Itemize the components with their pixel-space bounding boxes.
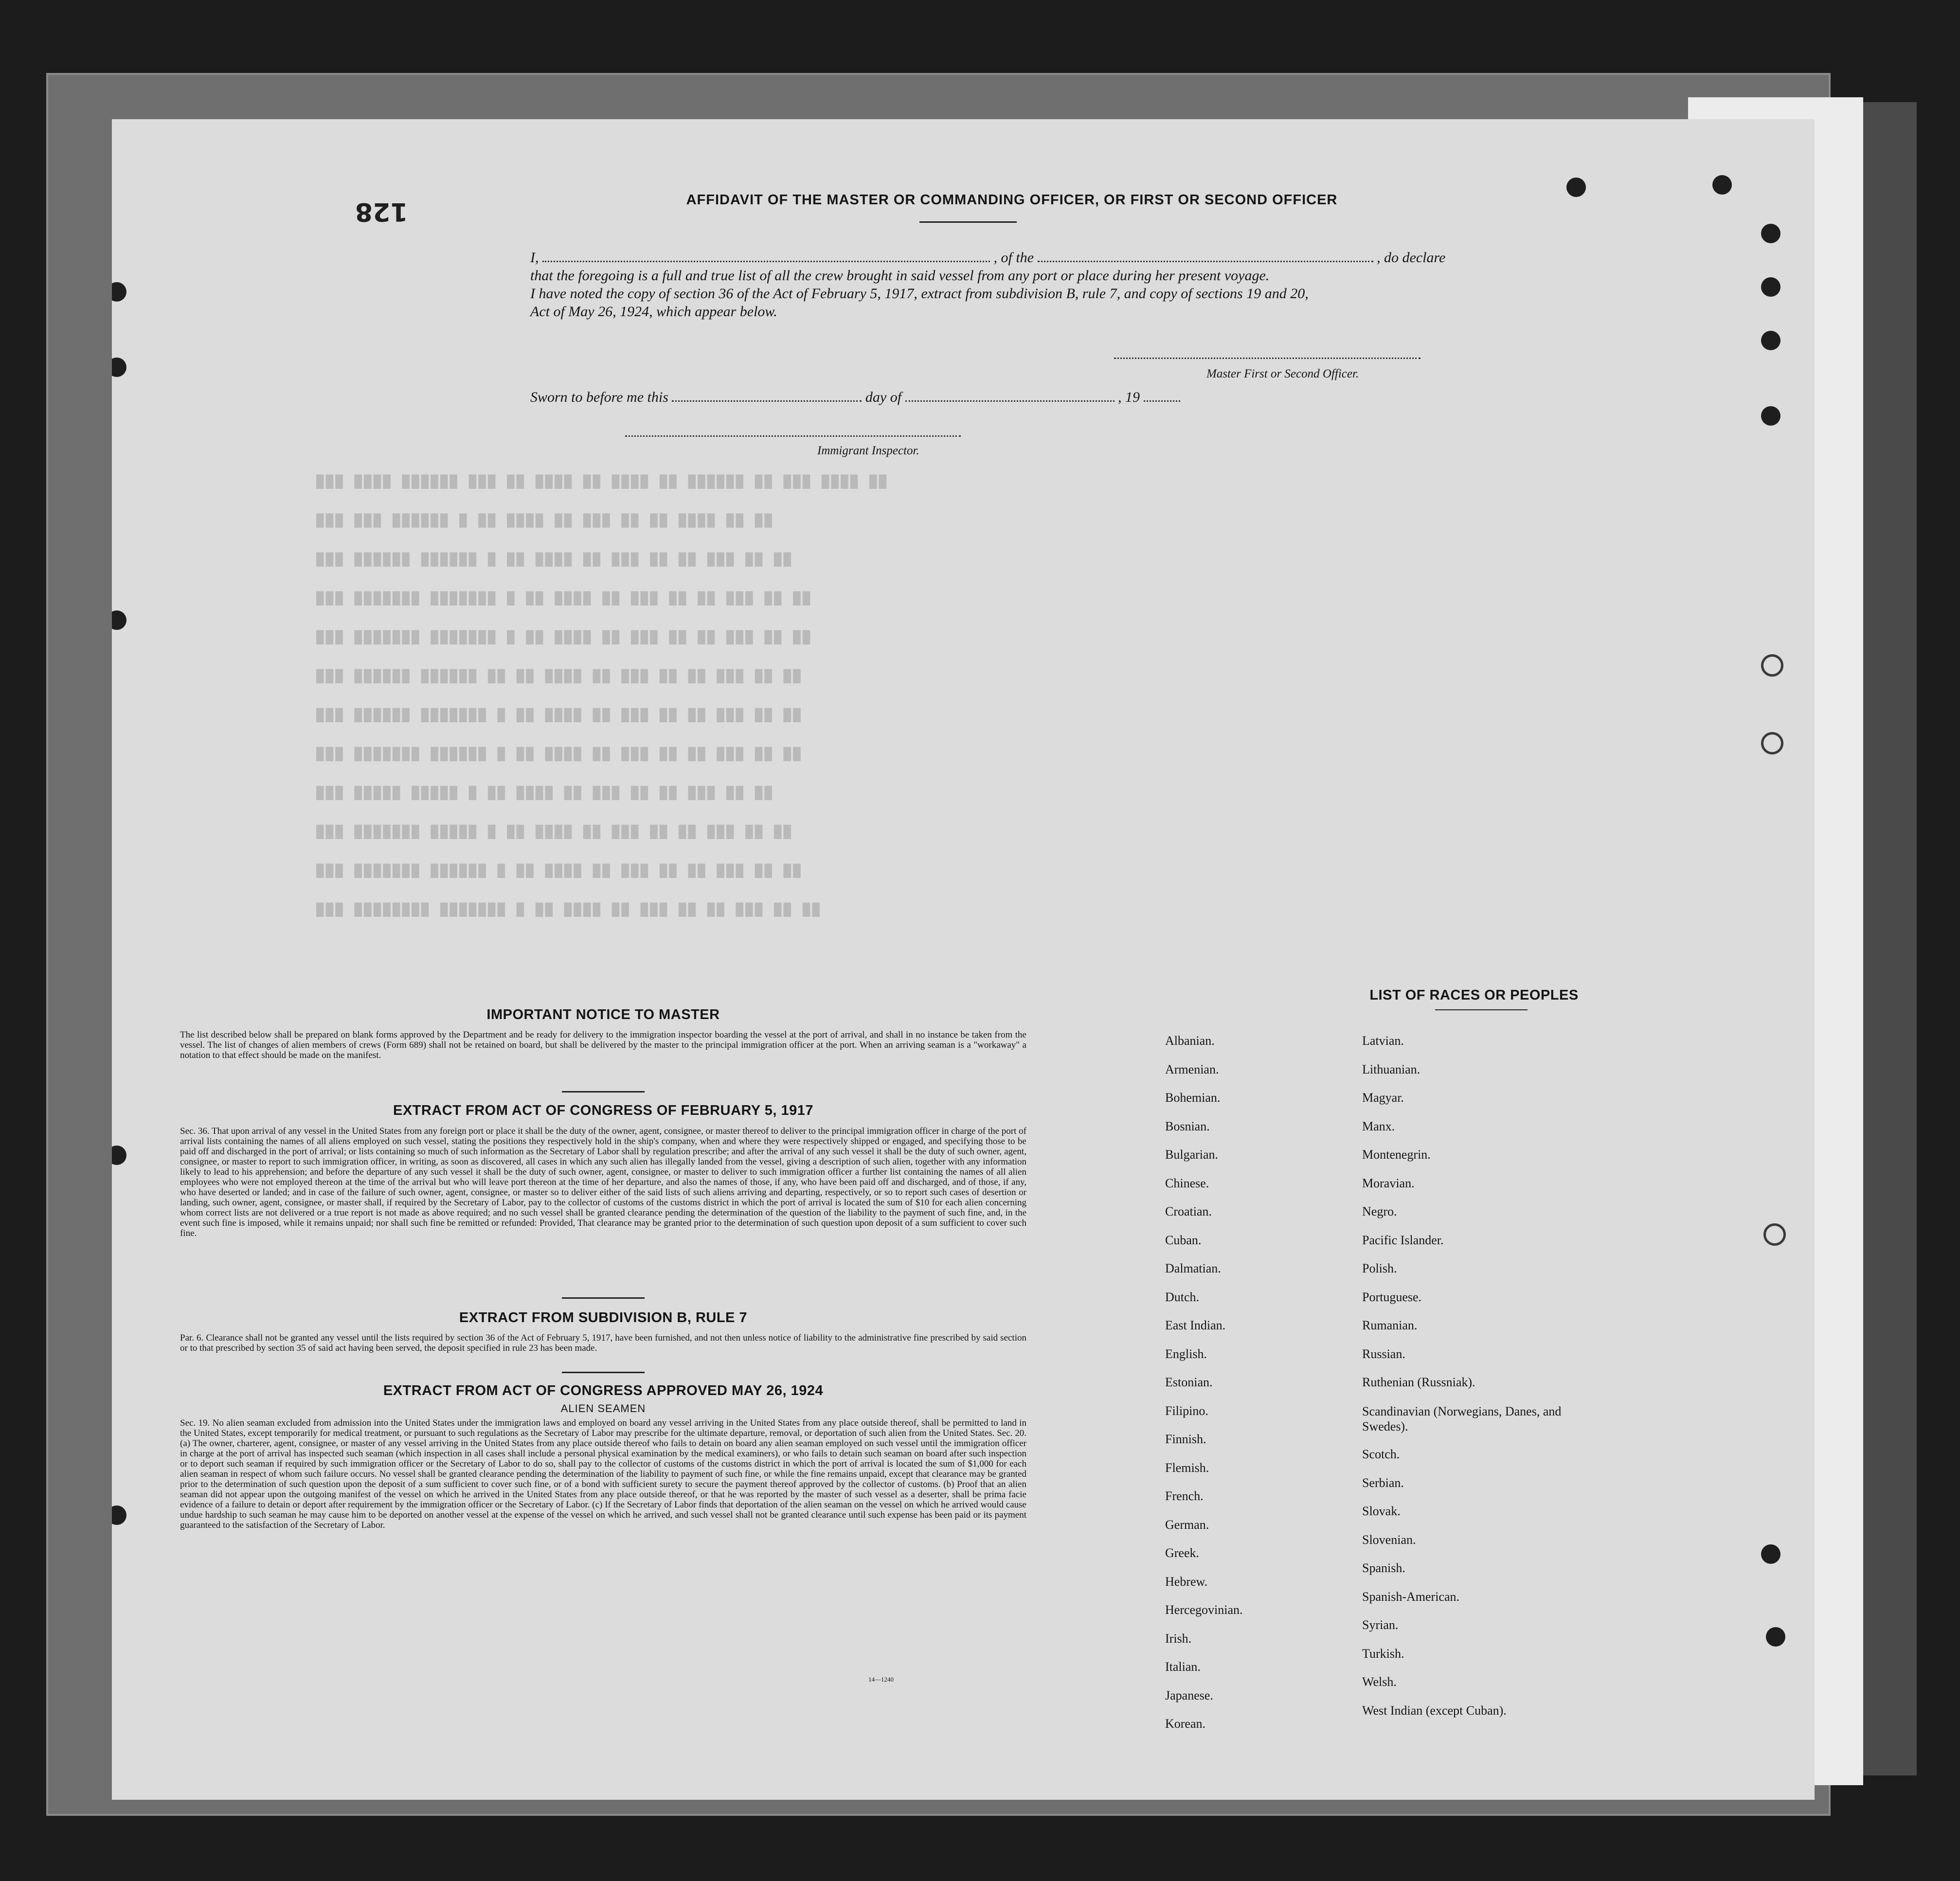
race-item: Bulgarian. — [1165, 1147, 1219, 1162]
rule-7-text: Par. 6. Clearance shall not be granted any vessel until the lists required by section 36 of the Act of February 5, 1917, have been furnished, and not then unless notice of liability to the administrative fine prescribed by said section or to that prescribed by section 35 of said act having been served, the deposit specified in rule 23 has been made. — [180, 1333, 1026, 1353]
race-item: Armenian. — [1165, 1062, 1219, 1076]
race-item: Scotch. — [1362, 1447, 1400, 1461]
race-item: Dutch. — [1165, 1290, 1200, 1304]
page-number: 128 — [355, 197, 408, 226]
divider-rule — [562, 1297, 645, 1299]
punch-hole — [112, 610, 126, 630]
affidavit-line-2: that the foregoing is a full and true list of all the crew brought in said vessel from any port or place during her present voyage. — [530, 268, 1270, 284]
sworn-month-blank — [905, 391, 1115, 402]
race-item: French. — [1165, 1489, 1204, 1503]
race-item: Negro. — [1362, 1204, 1397, 1218]
race-item: Portuguese. — [1362, 1290, 1422, 1304]
race-item: Italian. — [1165, 1660, 1201, 1674]
rule-7-title: EXTRACT FROM SUBDIVISION B, RULE 7 — [459, 1310, 748, 1326]
punch-hole — [112, 1146, 126, 1165]
sworn-label: Sworn to before me this — [530, 389, 668, 405]
day-of-label: day of — [865, 389, 902, 405]
punch-hole — [1761, 406, 1780, 426]
punch-hole — [1766, 1627, 1785, 1647]
notice-text: The list described below shall be prepared on blank forms approved by the Department and be ready for delivery to the immigration inspector boarding the vessel at the port of arrival, and shall in no instance be taken from the vessel. The list of changes of alien members of crews (Form 689) shall not be retained on board, but shall be delivered by the master to the principal immigration officer at the port. When an arriving seaman is a "workaway" a notation to that effect should be made on the manifest. — [180, 1030, 1026, 1060]
divider-rule — [562, 1372, 645, 1373]
affidavit-line-3: I have noted the copy of section 36 of the Act of February 5, 1917, extract from subdivision B, rule 7, and copy of sections 19 and 20, — [530, 286, 1309, 302]
race-item: German. — [1165, 1517, 1209, 1532]
vessel-label: , of the — [993, 250, 1034, 266]
race-item: Filipino. — [1165, 1403, 1208, 1418]
race-item: Lithuanian. — [1362, 1062, 1421, 1076]
declare-label: , do declare — [1377, 250, 1446, 266]
race-item: Slovak. — [1362, 1504, 1401, 1518]
divider-rule — [562, 1091, 645, 1093]
race-item: Ruthenian (Russniak). — [1362, 1375, 1475, 1389]
punch-hole — [1712, 175, 1732, 195]
race-item: Rumanian. — [1362, 1318, 1418, 1332]
race-item: Japanese. — [1165, 1688, 1213, 1702]
punch-hole — [112, 358, 126, 377]
year-label: , 19 — [1118, 389, 1140, 405]
sworn-day-blank — [672, 391, 862, 402]
race-item: Polish. — [1362, 1261, 1397, 1275]
vessel-name-blank — [1038, 251, 1373, 262]
race-item: Manx. — [1362, 1119, 1395, 1133]
race-item: West Indian (except Cuban). — [1362, 1703, 1507, 1718]
affidavit-line-4: Act of May 26, 1924, which appear below. — [530, 304, 777, 320]
race-item: English. — [1165, 1346, 1207, 1361]
act-1924-text: Sec. 19. No alien seaman excluded from admission into the United States under the immigration laws and employed on board any vessel arriving in the United States from any place outside thereof, shall be permitted to land in the United States, except temporarily for medical treatment, or pursuant to such regulations as the Secretary of Labor may prescribe for the ultimate departure, removal, or deportation of such alien from the United States. Sec. 20. (a) The owner, charterer, agent, consignee, or master of any vessel arriving in the United States from any place outside thereof who fails to detain on board any alien seaman employed on such vessel until the immigration officer in charge at the port of arrival has inspected such seaman (which inspection in all cases shall include a personal physical examination by the medical examiners), or who fails to detain such seaman on board after such inspection or to deport such seaman if required by such immigration officer or the Secretary of Labor to do so, shall pay to the collector of customs of the customs district in which the port of arrival is located the sum of $1,000 for each alien seaman in respect of whom such failure occurs. No vessel shall be granted clearance pending the determination of the liability to payment of such fine, or while the fine remains unpaid, except that clearance may be granted prior to the determination of such question upon the deposit of a sum sufficient to cover such fine, or of a bond with sufficient surety to secure the payment thereof approved by the collector of customs. (b) Proof that an alien seaman did not appear upon the outgoing manifest of the vessel on which he arrived in the United States from any place outside thereof, or that he was reported by the master of such vessel as a deserter, shall be prima facie evidence of a failure to detain or deport after requirement by the immigration officer or the Secretary of Labor. (c) If the Secretary of Labor finds that deportation of the alien seaman on the vessel on which he arrived would cause undue hardship to such seaman he may cause him to be deported on another vessel at the expense of the vessel on which he arrived, and such vessel shall not be granted clearance until such expense has been paid or its payment guaranteed to the satisfaction of the Secretary of Labor. — [180, 1418, 1026, 1530]
act-1924-subtitle: ALIEN SEAMEN — [560, 1402, 646, 1415]
race-item: Scandinavian (Norwegians, Danes, and Swedes). — [1362, 1404, 1562, 1433]
race-item: Flemish. — [1165, 1460, 1209, 1475]
form-number: 14—1240 — [868, 1676, 894, 1683]
sworn-line — [530, 389, 1180, 406]
race-item: Chinese. — [1165, 1176, 1209, 1190]
race-item: Montenegrin. — [1362, 1147, 1431, 1162]
punch-hole — [1761, 331, 1780, 350]
race-item: Magyar. — [1362, 1091, 1404, 1105]
races-title-rule — [1435, 1009, 1528, 1010]
act-1917-text: Sec. 36. That upon arrival of any vessel in the United States from any foreign port or place it shall be the duty of the owner, agent, consignee, or master thereof to deliver to the principal immigration officer in charge of the port of arrival lists containing the names of all aliens employed on such vessel, stating the positions they respectively hold in the ship's company, when and where they were respectively shipped or engaged, and specifying those to be paid off and discharged in the port of arrival; or lists containing so much of such information as the Secretary of Labor shall by regulation prescribe; and after the arrival of any such vessel it shall be the duty of such owner, agent, consignee, or master to report to such immigration officer, in writing, as soon as discovered, all cases in which any such alien has illegally landed from the vessel, giving a description of such alien, together with any information likely to lead to his apprehension; and before the departure of any such vessel it shall be the duty of such owner, agent, consignee, or master to deliver to such immigration officer a further list containing the names of all alien employees who were not employed thereon at the time of the arrival but who will leave port thereon at the time of her departure, and also the names of those, if any, who have been paid off and discharged, and of those, if any, who have deserted or landed; and in case of the failure of such owner, agent, consignee, or master so to deliver either of the said lists of such aliens arriving and departing, respectively, or so to report such cases of desertion or landing, such owner, agent, consignee, or master shall, if required by the Secretary of Labor, pay to the collector of customs of the customs district in which the port of arrival is located the sum of $10 for each alien concerning whom correct lists are not delivered or a true report is not made as above required; and no such vessel shall be granted clearance pending the determination of the question of the liability to the payment of such fine, and, in the event such fine is imposed, while it remains unpaid; nor shall such fine be remitted or refunded: Provided, That clearance may be granted prior to the determination of such question upon deposit of a sum sufficient to cover such fine. — [180, 1126, 1026, 1238]
race-item: Croatian. — [1165, 1204, 1212, 1218]
inspector-signature-label: Immigrant Inspector. — [817, 444, 919, 457]
act-1924-title: EXTRACT FROM ACT OF CONGRESS APPROVED MAY 26, 1924 — [383, 1383, 824, 1398]
master-signature-label: Master First or Second Officer. — [1206, 367, 1359, 380]
race-item: Moravian. — [1362, 1176, 1415, 1190]
inspector-signature-line — [625, 435, 961, 437]
act-1917-title: EXTRACT FROM ACT OF CONGRESS OF FEBRUARY 5, 1917 — [393, 1103, 814, 1118]
reinforcement-ring — [1761, 732, 1783, 754]
punch-hole — [1761, 277, 1780, 297]
race-item: Russian. — [1362, 1346, 1405, 1361]
race-item: Korean. — [1165, 1717, 1206, 1731]
declarant-name-blank — [542, 251, 990, 262]
race-item: Spanish-American. — [1362, 1589, 1460, 1604]
race-item: Dalmatian. — [1165, 1261, 1221, 1275]
race-item: Pacific Islander. — [1362, 1233, 1444, 1247]
race-item: Estonian. — [1165, 1375, 1213, 1389]
punch-hole — [112, 1505, 126, 1525]
title-rule — [919, 221, 1017, 223]
race-item: Welsh. — [1362, 1675, 1397, 1689]
race-item: Hebrew. — [1165, 1574, 1208, 1589]
race-item: Bosnian. — [1165, 1119, 1210, 1133]
affidavit-declaration-line — [530, 250, 1445, 266]
punch-hole — [1761, 1544, 1780, 1564]
notice-title: IMPORTANT NOTICE TO MASTER — [486, 1007, 720, 1022]
race-item: Serbian. — [1362, 1475, 1404, 1490]
reinforcement-ring — [1761, 654, 1783, 677]
race-item: Greek. — [1165, 1546, 1200, 1560]
race-item: East Indian. — [1165, 1318, 1226, 1332]
punch-hole — [1566, 178, 1586, 197]
race-item: Latvian. — [1362, 1034, 1404, 1048]
punch-hole — [112, 282, 126, 302]
sworn-year-blank — [1144, 391, 1180, 402]
race-item: Slovenian. — [1362, 1532, 1416, 1547]
reinforcement-ring — [1763, 1223, 1786, 1246]
race-item: Spanish. — [1362, 1561, 1405, 1575]
manifest-page: ███ ████ ██████ ███ ██ ████ ██ ████ ██ ██████ ██ ███ ████ ██ ███ ███ ██████ █ ██ ████ ██ ███ ██ ██ ████ ██ ██ ███ ██████ ██████ █ ██ ████ ██ ███ ██ ██ ███ ██ ██ ███ ███████ ███████ █ ██ ████ ██ ███ ██ ██ ███ ██ ██ ███ ███████ ███████ █ ██ ████ ██ ███ ██ ██ ███ ██ ██ ███ ██████ ██████ ██ ██ ████ ██ ███ ██ ██ ███ ██ ██ ███ ██████ ███████ █ ██ ████ ██ ███ ██ ██ ███ ██ ██ ███ ███████ ██████ █ ██ ████ ██ ███ ██ ██ ███ ██ ██ ███ █████ █████ █ ██ ████ ██ ███ ██ ██ ███ ██ ██ ███ ███████ █████ █ ██ ████ ██ ███ ██ ██ ███ ██ ██ ███ ███████ ██████ █ ██ ████ ██ ███ ██ ██ ███ ██ ██ ███ ████████ ███████ █ ██ ████ ██ ███ ██ ██ ███ ██ ██ 128 AFFIDAVIT OF THE MASTER OR COMMANDING OFFICER, OR FIRST OR SECOND OFFICER I, , of the , do declare that the foregoing is a full and true list of all the crew brought in said vessel from any port or place during her present voyage. I have noted the copy of section 36 of the Act of February 5, 1917, extract from subdivision B, rule 7, and copy of sections 19 and 20, Act of May 26, 1924, which appear below. Master First or Second Officer. Sworn to before me this day of , 19 Immigrant Inspector. IMPORTANT NOTICE TO MASTER The list described below shall be prepared on blank forms approved by the Department and be ready for delivery to the immigration inspector boarding the vessel at the port of arrival, and shall in no instance be taken from the vessel. The list of changes of alien members of crews (Form 689) shall not be retained on board, but shall be delivered by the master to the principal immigration officer at the port. When an arriving seaman is a "workaway" a notation to that effect should be made on the manifest. EXTRACT FROM ACT OF CONGRESS OF FEBRUARY 5, 1917 Sec. 36. That upon arrival of any vessel in the United States from any foreign port or place it shall be the duty of the owner, agent, consignee, or master thereof to deliver to the principal immigration officer in charge of the port of arrival lists containing the names of all aliens employed on such vessel, stating the positions they respectively hold in the ship's company, when and where they were respectively shipped or engaged, and specifying those to be paid off and discharged in the port of arrival; or lists containing so much of such information as the Secretary of Labor shall by regulation prescribe; and after the arrival of any such vessel it shall be the duty of such owner, agent, consignee, or master to report to such immigration officer, in writing, as soon as discovered, all cases in which any such alien has illegally landed from the vessel, giving a description of such alien, together with any information likely to lead to his apprehension; and before the departure of any such vessel it shall be the duty of such owner, agent, consignee, or master to deliver to such immigration officer a further list containing the names of all alien employees who were not employed thereon at the time of the arrival but who will leave port thereon at the time of her departure, and also the names of those, if any, who have been paid off and discharged, and of those, if any, who have deserted or landed; and in case of the failure of such owner, agent, consignee, or master so to deliver either of the said lists of such aliens arriving and departing, respectively, or so to report such cases of desertion or landing, such owner, agent, consignee, or master shall, if required by the Secretary of Labor, pay to the collector of customs of the customs district in which the port of arrival is located the sum of $10 for each alien concerning whom correct lists are not delivered or a true report is not made as above required; and no such vessel shall be granted clearance pending the determination of the question of the liability to the payment of such fine, and, in the event such fine is imposed, while it remains unpaid; nor shall such fine be remitted or refunded: Provided, That clearance may be granted prior to the determination of such question upon deposit of a sum sufficient to cover such fine. EXTRACT FROM SUBDIVISION B, RULE 7 Par. 6. Clearance shall not be granted any vessel until the lists required by section 36 of the Act of February 5, 1917, have been furnished, and not then unless notice of liability to the administrative fine prescribed by said section or to that prescribed by section 35 of said act having been served, the deposit specified in rule 23 has been made. EXTRACT FROM ACT OF CONGRESS APPROVED MAY 26, 1924 ALIEN SEAMEN Sec. 19. No alien seaman excluded from admission into the United States under the immigration laws and employed on board any vessel arriving in the United States from any place outside thereof, shall be permitted to land in the United States, except temporarily for medical treatment, or pursuant to such regulations as the Secretary of Labor may prescribe for the ultimate departure, removal, or deportation of such alien from the United States. Sec. 20. (a) The owner, charterer, agent, consignee, or master of any vessel arriving in the United States from any place outside thereof who fails to detain on board any alien seaman employed on such vessel until the immigration officer in charge at the port of arrival has inspected such seaman (which inspection in all cases shall include a personal physical examination by the medical examiners), or who fails to detain such seaman on board after such inspection or to deport such seaman if required by such immigration officer or the Secretary of Labor to do so, shall pay to the collector of customs of the customs district in which the port of arrival is located the sum of $1,000 for each alien seaman in respect of whom such failure occurs. No vessel shall be granted clearance pending the determination of the liability to payment of such fine, or while the fine remains unpaid, except that clearance may be granted prior to the determination of such question upon the deposit of a sum sufficient to cover such fine, or of a bond with sufficient surety to secure the payment thereof approved by the collector of customs. (b) Proof that an alien seaman did not appear upon the outgoing manifest of the vessel on which he arrived in the United States from any place outside thereof, or that he was reported by the master of such vessel as a deserter, shall be prima facie evidence of a failure to detain or deport after requirement by the immigration officer or the Secretary of Labor. (c) If the Secretary of Labor finds that deportation of the alien seaman on the vessel on which he arrived would cause undue hardship to such seaman he may cause him to be deported on another vessel at the expense of the vessel on which he arrived, and such vessel shall not be granted clearance until such expense has been paid or its payment guaranteed to the satisfaction of the Secretary of Labor. 14—1240 LIST OF RACES OR PEOPLES Albanian. Armenian. Bohemian. Bosnian. Bulgarian. Chinese. Croatian. Cuban. Dalmatian. Dutch. East Indian. English. Estonian. Filipino. Finnish. Flemish. French. German. Greek. Hebrew. Hercegovinian. Irish. Italian. Japanese. Korean. Latvian. Lithuanian. Magyar. Manx. Montenegrin. Moravian. Negro. Pacific Islander. Polish. Portuguese. Rumanian. Russian. Ruthenian (Russniak). Scandinavian (Norwegians, Danes, and Swedes). Scotch. Serbian. Slovak. Slovenian. Spanish. Spanish-American. Syrian. Turkish. Welsh. West Indian (except Cuban). — [112, 119, 1815, 1800]
race-item: Cuban. — [1165, 1233, 1202, 1247]
race-item: Bohemian. — [1165, 1091, 1221, 1105]
master-signature-line — [1114, 358, 1421, 359]
punch-hole — [1761, 224, 1780, 243]
affidavit-title: AFFIDAVIT OF THE MASTER OR COMMANDING OFFICER, OR FIRST OR SECOND OFFICER — [686, 192, 1338, 208]
race-item: Irish. — [1165, 1631, 1192, 1646]
race-item: Turkish. — [1362, 1646, 1404, 1661]
race-item: Albanian. — [1165, 1034, 1215, 1048]
declarant-label: I, — [530, 250, 539, 266]
races-title: LIST OF RACES OR PEOPLES — [1369, 987, 1579, 1003]
race-item: Finnish. — [1165, 1432, 1206, 1446]
race-item: Syrian. — [1362, 1618, 1399, 1632]
race-item: Hercegovinian. — [1165, 1603, 1243, 1617]
